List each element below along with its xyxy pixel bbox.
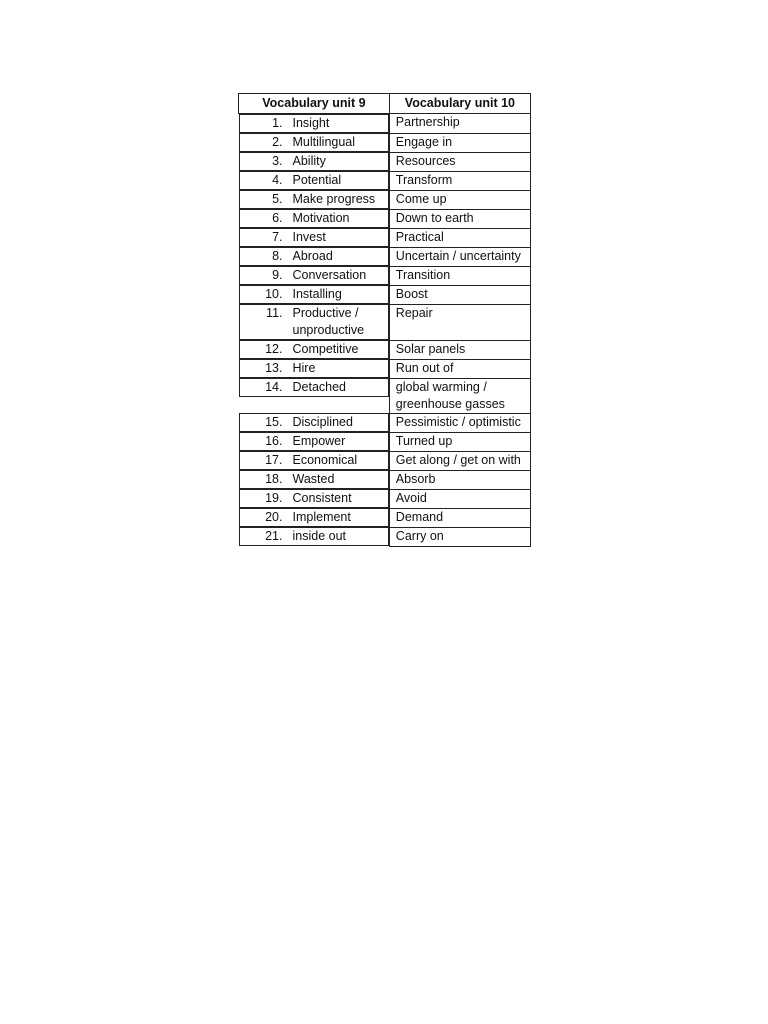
table-row: [239, 247, 531, 266]
table-row: [239, 304, 531, 340]
unit-9-cell: [239, 209, 389, 228]
unit-9-word: Productive / unproductive: [292, 306, 365, 337]
table-row: [239, 171, 531, 190]
unit-10-word: Resources: [389, 152, 530, 171]
row-number: 11.: [266, 306, 283, 320]
unit-9-word: Potential: [292, 173, 342, 187]
unit-9-cell: [239, 489, 389, 508]
table-row: [239, 133, 531, 152]
unit-10-word: global warming / greenhouse gasses: [389, 378, 530, 413]
unit-9-cell: [239, 171, 389, 190]
unit-9-word: Installing: [292, 287, 342, 301]
table-row: [239, 285, 531, 304]
table-row: [239, 508, 531, 527]
unit-9-cell: [239, 133, 389, 152]
unit-10-word: Avoid: [389, 489, 530, 508]
table-row: [239, 378, 531, 413]
unit-9-cell: [239, 432, 389, 451]
unit-9-word: Empower: [292, 434, 346, 448]
unit-10-word: Boost: [389, 285, 530, 304]
row-number: 7.: [272, 230, 283, 244]
unit-9-word: Conversation: [292, 268, 367, 282]
unit-9-cell: [239, 304, 389, 340]
unit-9-cell: [239, 413, 389, 432]
unit-10-word: Turned up: [389, 432, 530, 451]
row-number: 2.: [272, 135, 283, 149]
unit-9-cell: [239, 114, 389, 133]
unit-10-word: Uncertain / uncertainty: [389, 247, 530, 266]
row-number: 1.: [272, 116, 283, 130]
unit-9-word: Competitive: [292, 342, 359, 356]
unit-9-word: Wasted: [292, 472, 335, 486]
table-row: [239, 340, 531, 359]
header-unit-10: Vocabulary unit 10: [389, 94, 530, 114]
row-number: 17.: [265, 453, 283, 467]
unit-9-cell: [239, 152, 389, 171]
unit-9-word: Abroad: [292, 249, 333, 263]
unit-10-word: Come up: [389, 190, 530, 209]
unit-9-cell: [239, 285, 389, 304]
table-row: [239, 432, 531, 451]
unit-9-cell: [239, 190, 389, 209]
table-header-row: [239, 94, 531, 114]
vocabulary-table: [238, 93, 531, 547]
unit-9-cell: [239, 340, 389, 359]
unit-9-word: Hire: [292, 361, 316, 375]
row-number: 5.: [272, 192, 283, 206]
row-number: 14.: [265, 380, 283, 394]
table-row: [239, 470, 531, 489]
unit-9-cell: [239, 378, 389, 397]
unit-9-word: Economical: [292, 453, 358, 467]
row-number: 19.: [265, 491, 283, 505]
table-row: [239, 228, 531, 247]
unit-10-word: Run out of: [389, 359, 530, 378]
unit-10-word: Pessimistic / optimistic: [389, 413, 530, 432]
row-number: 21.: [265, 529, 283, 543]
unit-10-word: Practical: [389, 228, 530, 247]
row-number: 15.: [265, 415, 283, 429]
unit-10-word: Transition: [389, 266, 530, 285]
table-row: [239, 359, 531, 378]
row-number: 4.: [272, 173, 283, 187]
unit-9-cell: [239, 470, 389, 489]
row-number: 9.: [272, 268, 283, 282]
table-row: [239, 114, 531, 134]
unit-9-word: Ability: [292, 154, 326, 168]
unit-10-word: Repair: [389, 304, 530, 340]
unit-10-word: Get along / get on with: [389, 451, 530, 470]
table-row: [239, 266, 531, 285]
header-unit-9: Vocabulary unit 9: [239, 94, 390, 114]
unit-9-cell: [239, 451, 389, 470]
row-number: 10.: [265, 287, 283, 301]
unit-9-word: Detached: [292, 380, 347, 394]
unit-10-word: Solar panels: [389, 340, 530, 359]
unit-9-cell: [239, 228, 389, 247]
unit-9-word: Make progress: [292, 192, 376, 206]
table-row: [239, 489, 531, 508]
unit-10-word: Absorb: [389, 470, 530, 489]
unit-9-word: Disciplined: [292, 415, 353, 429]
table-row: [239, 413, 531, 432]
unit-9-word: Insight: [292, 116, 330, 130]
unit-9-word: Consistent: [292, 491, 352, 505]
unit-9-word: Motivation: [292, 211, 350, 225]
unit-10-word: Partnership: [389, 114, 530, 134]
row-number: 3.: [272, 154, 283, 168]
unit-9-cell: [239, 527, 389, 546]
unit-9-cell: [239, 508, 389, 527]
row-number: 6.: [272, 211, 283, 225]
unit-9-word: Implement: [292, 510, 351, 524]
unit-9-word: inside out: [292, 529, 347, 543]
table-row: [239, 451, 531, 470]
unit-9-word: Multilingual: [292, 135, 356, 149]
unit-10-word: Carry on: [389, 527, 530, 546]
unit-10-word: Engage in: [389, 133, 530, 152]
table-row: [239, 152, 531, 171]
table-body: [239, 114, 531, 547]
unit-10-word: Demand: [389, 508, 530, 527]
table-row: [239, 190, 531, 209]
row-number: 20.: [265, 510, 283, 524]
unit-10-word: Down to earth: [389, 209, 530, 228]
table-row: [239, 209, 531, 228]
row-number: 8.: [272, 249, 283, 263]
table-row: [239, 527, 531, 546]
row-number: 16.: [265, 434, 283, 448]
unit-10-word: Transform: [389, 171, 530, 190]
unit-9-word: Invest: [292, 230, 326, 244]
unit-9-cell: [239, 247, 389, 266]
row-number: 12.: [265, 342, 283, 356]
unit-9-cell: [239, 266, 389, 285]
unit-9-cell: [239, 359, 389, 378]
row-number: 18.: [265, 472, 283, 486]
row-number: 13.: [265, 361, 283, 375]
